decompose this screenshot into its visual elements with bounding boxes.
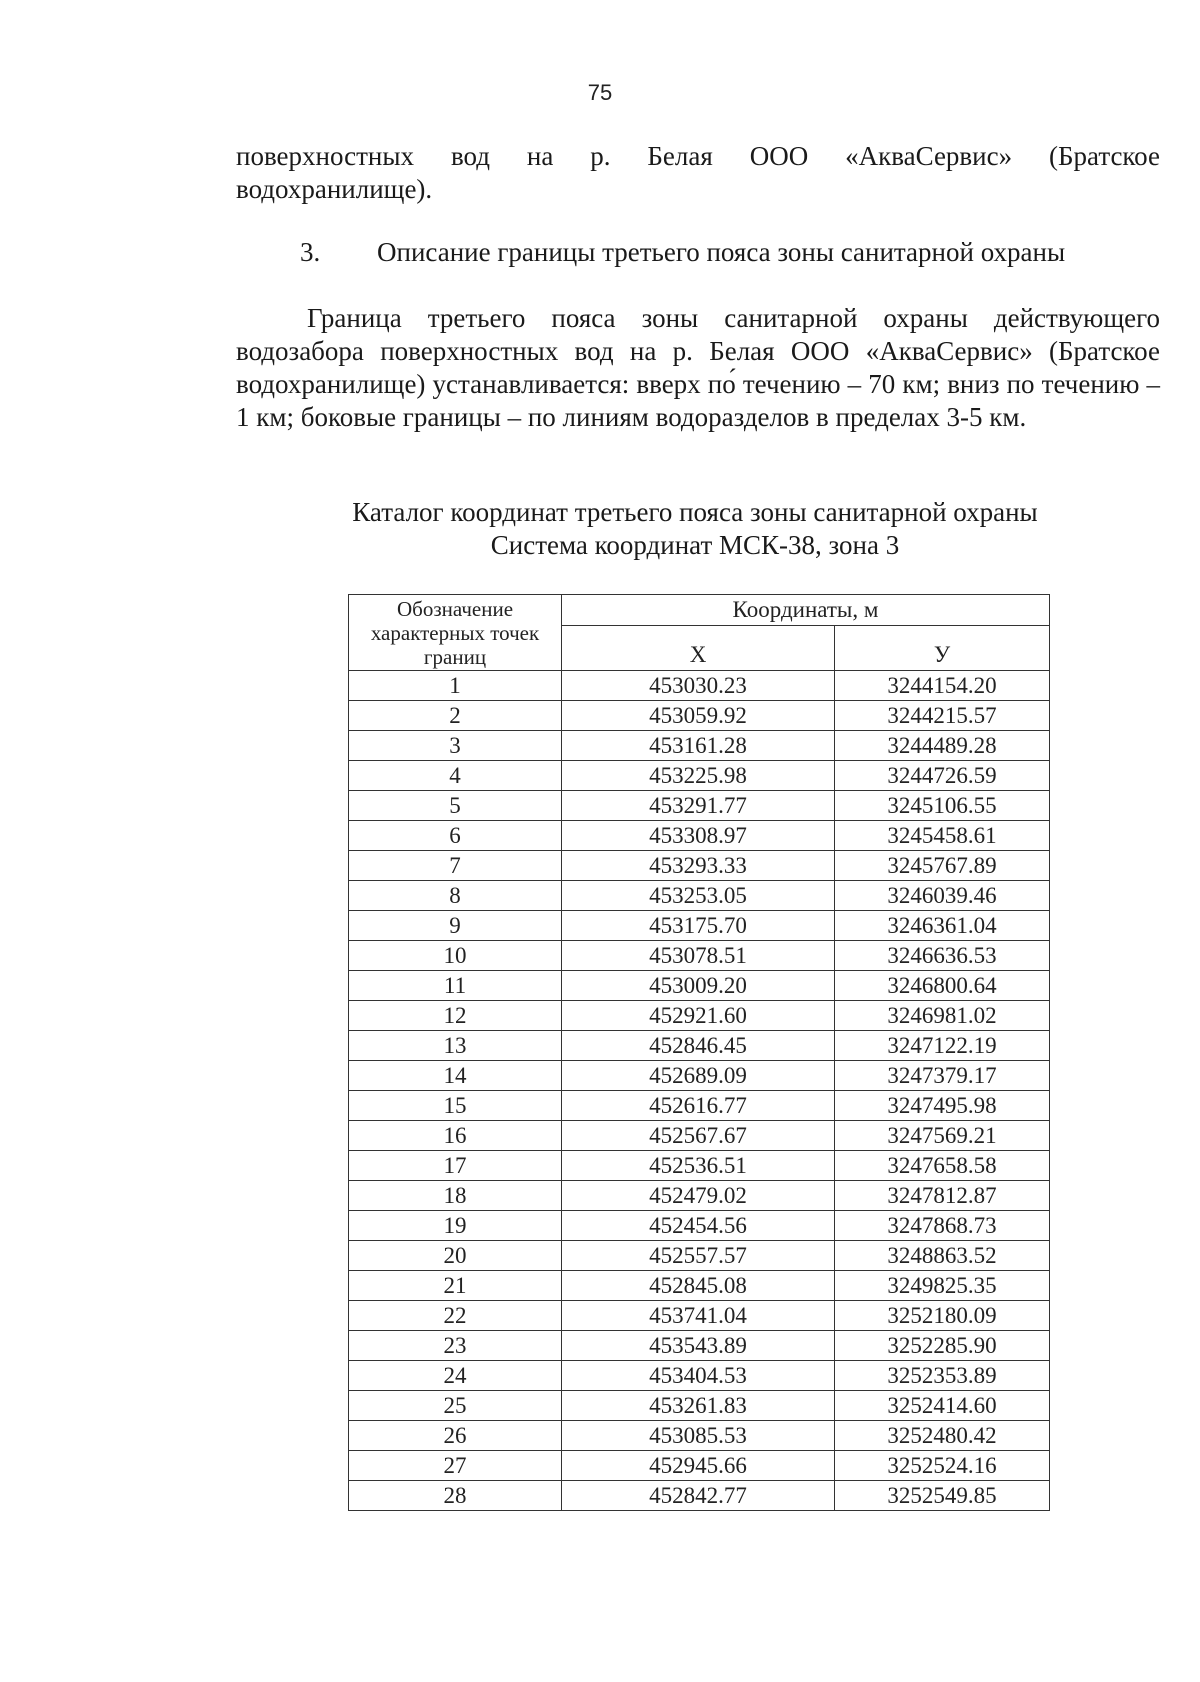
y-coordinate-cell: 3252353.89	[835, 1361, 1050, 1391]
table-row	[349, 1181, 1050, 1211]
point-number-cell: 6	[349, 821, 562, 851]
y-coordinate-cell: 3247812.87	[835, 1181, 1050, 1211]
x-coordinate-cell: 453261.83	[562, 1391, 835, 1421]
coordinates-table	[348, 594, 1050, 1511]
section-heading	[300, 236, 1065, 269]
x-coordinate-cell: 452454.56	[562, 1211, 835, 1241]
x-coordinate-cell: 453175.70	[562, 911, 835, 941]
x-coordinate-cell: 452846.45	[562, 1031, 835, 1061]
y-coordinate-cell: 3252549.85	[835, 1481, 1050, 1511]
x-coordinate-cell: 452689.09	[562, 1061, 835, 1091]
x-coordinate-cell: 453253.05	[562, 881, 835, 911]
table-body	[349, 671, 1050, 1511]
y-coordinate-cell: 3245458.61	[835, 821, 1050, 851]
header-y: У	[835, 626, 1050, 671]
y-coordinate-cell: 3249825.35	[835, 1271, 1050, 1301]
x-coordinate-cell: 453293.33	[562, 851, 835, 881]
point-number-cell: 13	[349, 1031, 562, 1061]
point-number-cell: 20	[349, 1241, 562, 1271]
point-number-cell: 25	[349, 1391, 562, 1421]
y-coordinate-cell: 3252524.16	[835, 1451, 1050, 1481]
point-number-cell: 11	[349, 971, 562, 1001]
x-coordinate-cell: 453030.23	[562, 671, 835, 701]
x-coordinate-cell: 453085.53	[562, 1421, 835, 1451]
table-row	[349, 1121, 1050, 1151]
y-coordinate-cell: 3248863.52	[835, 1241, 1050, 1271]
point-number-cell: 21	[349, 1271, 562, 1301]
x-coordinate-cell: 453741.04	[562, 1301, 835, 1331]
point-number-cell: 18	[349, 1181, 562, 1211]
x-coordinate-cell: 452845.08	[562, 1271, 835, 1301]
point-number-cell: 15	[349, 1091, 562, 1121]
y-coordinate-cell: 3247868.73	[835, 1211, 1050, 1241]
y-coordinate-cell: 3252480.42	[835, 1421, 1050, 1451]
paragraph-line: водохранилище).	[236, 174, 433, 204]
x-coordinate-cell: 452616.77	[562, 1091, 835, 1121]
point-number-cell: 19	[349, 1211, 562, 1241]
point-number-cell: 23	[349, 1331, 562, 1361]
table-row	[349, 971, 1050, 1001]
table-row	[349, 911, 1050, 941]
paragraph-line: поверхностных вод на р. Белая ООО «АкваСервис» (Братское	[236, 141, 1160, 171]
x-coordinate-cell: 453009.20	[562, 971, 835, 1001]
table-row	[349, 671, 1050, 701]
x-coordinate-cell: 453059.92	[562, 701, 835, 731]
section-number: 3.	[300, 237, 321, 267]
point-number-cell: 16	[349, 1121, 562, 1151]
y-coordinate-cell: 3244726.59	[835, 761, 1050, 791]
x-coordinate-cell: 452842.77	[562, 1481, 835, 1511]
point-number-cell: 7	[349, 851, 562, 881]
caption-line: Каталог координат третьего пояса зоны санитарной охраны	[352, 497, 1038, 527]
y-coordinate-cell: 3244154.20	[835, 671, 1050, 701]
point-number-cell: 22	[349, 1301, 562, 1331]
point-number-cell: 10	[349, 941, 562, 971]
y-coordinate-cell: 3247658.58	[835, 1151, 1050, 1181]
point-number-cell: 14	[349, 1061, 562, 1091]
section-title: Описание границы третьего пояса зоны санитарной охраны	[377, 237, 1066, 267]
x-coordinate-cell: 453404.53	[562, 1361, 835, 1391]
point-number-cell: 12	[349, 1001, 562, 1031]
x-coordinate-cell: 453225.98	[562, 761, 835, 791]
table-row	[349, 1301, 1050, 1331]
y-coordinate-cell: 3252180.09	[835, 1301, 1050, 1331]
point-number-cell: 2	[349, 701, 562, 731]
y-coordinate-cell: 3244215.57	[835, 701, 1050, 731]
header-point-designation: Обозначение характерных точек границ	[349, 595, 562, 671]
table-caption	[0, 496, 1200, 562]
point-number-cell: 8	[349, 881, 562, 911]
table-row	[349, 851, 1050, 881]
point-number-cell: 24	[349, 1361, 562, 1391]
x-coordinate-cell: 453543.89	[562, 1331, 835, 1361]
table-row	[349, 1421, 1050, 1451]
point-number-cell: 4	[349, 761, 562, 791]
y-coordinate-cell: 3245767.89	[835, 851, 1050, 881]
table-row	[349, 761, 1050, 791]
point-number-cell: 9	[349, 911, 562, 941]
table-row	[349, 1061, 1050, 1091]
header-coordinates: Координаты, м	[562, 595, 1050, 626]
table-row	[349, 701, 1050, 731]
point-number-cell: 5	[349, 791, 562, 821]
point-number-cell: 26	[349, 1421, 562, 1451]
paragraph-continuation	[236, 140, 1160, 206]
y-coordinate-cell: 3246361.04	[835, 911, 1050, 941]
y-coordinate-cell: 3246981.02	[835, 1001, 1050, 1031]
x-coordinate-cell: 453308.97	[562, 821, 835, 851]
table-row	[349, 731, 1050, 761]
header-x: Х	[562, 626, 835, 671]
table-row	[349, 1481, 1050, 1511]
x-coordinate-cell: 453078.51	[562, 941, 835, 971]
table-row	[349, 1361, 1050, 1391]
x-coordinate-cell: 452567.67	[562, 1121, 835, 1151]
point-number-cell: 3	[349, 731, 562, 761]
table-row	[349, 791, 1050, 821]
boundary-description-paragraph: Граница третьего пояса зоны санитарной охраны действующего водозабора поверхностных вод на р. Белая ООО «АкваСервис» (Братское водохранилище) устанавливается: вверх по́ течению – 70 км; вниз по течению – 1 км; боковые границы – по линиям водоразделов в пределах 3-5 км.	[236, 303, 1160, 432]
y-coordinate-cell: 3247569.21	[835, 1121, 1050, 1151]
x-coordinate-cell: 453291.77	[562, 791, 835, 821]
y-coordinate-cell: 3245106.55	[835, 791, 1050, 821]
table-row	[349, 1091, 1050, 1121]
table-row	[349, 1031, 1050, 1061]
point-number-cell: 27	[349, 1451, 562, 1481]
table-row	[349, 941, 1050, 971]
point-number-cell: 28	[349, 1481, 562, 1511]
table-row	[349, 1001, 1050, 1031]
table-row	[349, 1241, 1050, 1271]
table-row	[349, 1331, 1050, 1361]
caption-line: Система координат МСК-38, зона 3	[490, 530, 900, 560]
x-coordinate-cell: 452479.02	[562, 1181, 835, 1211]
y-coordinate-cell: 3247379.17	[835, 1061, 1050, 1091]
y-coordinate-cell: 3246800.64	[835, 971, 1050, 1001]
table-row	[349, 1391, 1050, 1421]
table-row	[349, 1151, 1050, 1181]
x-coordinate-cell: 452536.51	[562, 1151, 835, 1181]
y-coordinate-cell: 3252285.90	[835, 1331, 1050, 1361]
x-coordinate-cell: 452557.57	[562, 1241, 835, 1271]
x-coordinate-cell: 452945.66	[562, 1451, 835, 1481]
page-number: 75	[587, 80, 613, 105]
table-row	[349, 881, 1050, 911]
point-number-cell: 17	[349, 1151, 562, 1181]
y-coordinate-cell: 3244489.28	[835, 731, 1050, 761]
table-row	[349, 1211, 1050, 1241]
y-coordinate-cell: 3252414.60	[835, 1391, 1050, 1421]
x-coordinate-cell: 453161.28	[562, 731, 835, 761]
table-row	[349, 1451, 1050, 1481]
x-coordinate-cell: 452921.60	[562, 1001, 835, 1031]
y-coordinate-cell: 3246636.53	[835, 941, 1050, 971]
y-coordinate-cell: 3247122.19	[835, 1031, 1050, 1061]
table-row	[349, 1271, 1050, 1301]
table-row	[349, 821, 1050, 851]
y-coordinate-cell: 3246039.46	[835, 881, 1050, 911]
y-coordinate-cell: 3247495.98	[835, 1091, 1050, 1121]
point-number-cell: 1	[349, 671, 562, 701]
